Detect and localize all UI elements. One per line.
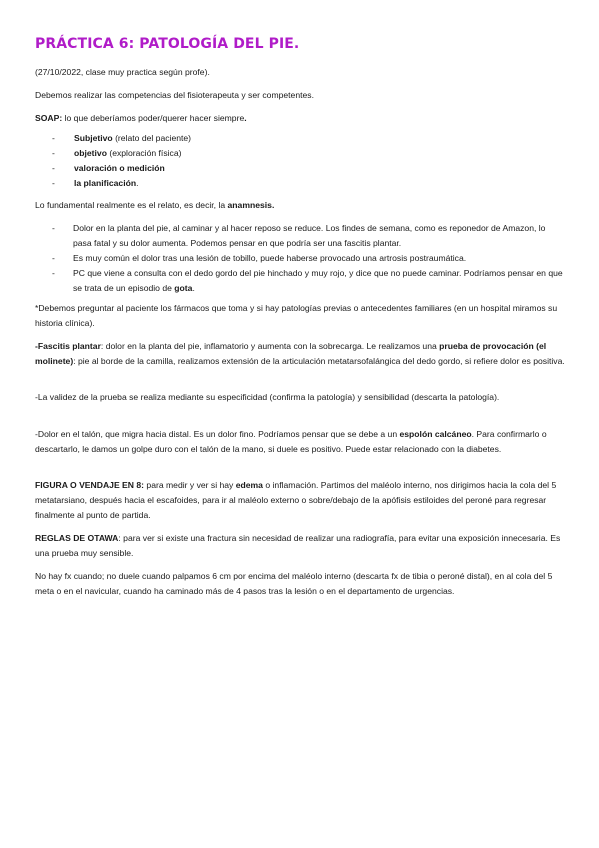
anamnesis-text: Lo fundamental realmente es el relato, es decir, la [35, 200, 228, 210]
talon-text-2: . Para confirmarlo o descartarlo, le damos un golpe duro con el talón de la mano, si duele es positivo. Puede estar relacionado con la diabetes. [35, 429, 547, 454]
figura-text: para medir y ver si hay [144, 480, 236, 490]
list-item [35, 221, 565, 251]
soap-item-text: (exploración física) [106, 148, 182, 158]
anamnesis-bold: anamnesis [227, 200, 272, 210]
case-bold: gota [174, 283, 193, 293]
soap-item-text: (relato del paciente) [112, 133, 192, 143]
dash-bullet: - [52, 163, 55, 173]
soap-label: SOAP: [35, 113, 63, 123]
dash-bullet: - [52, 268, 55, 278]
dash-bullet: - [52, 223, 55, 233]
soap-item-bold: la planificación [74, 178, 137, 188]
soap-item-bold: objetivo [74, 148, 107, 158]
date-line: (27/10/2022, clase muy practica según profe). [35, 67, 210, 77]
cases-list [35, 221, 565, 296]
anamnesis-end: . [271, 200, 275, 210]
soap-list [35, 131, 565, 191]
soap-item-bold: Subjetivo [74, 133, 113, 143]
no-fx-paragraph: No hay fx cuando; no duele cuando palpamos 6 cm por encima del maléolo interno (descarta fx de tibia o peroné distal), en al cola del 5 meta o en el navicular, cuando ha caminado más de 4 pasos tras la lesión o en el departamento de urgencias. [35, 571, 553, 596]
list-item [35, 176, 565, 191]
fascitis-title: Fascitis plantar [37, 341, 101, 351]
list-item [35, 146, 565, 161]
list-item [35, 161, 565, 176]
otawa-text: : para ver si existe una fractura sin necesidad de realizar una radiografía, para evitar una exposición innecesaria. Es una prueba muy sensible. [35, 533, 561, 558]
soap-text: lo que deberíamos poder/querer hacer siempre [62, 113, 245, 123]
figura-edema: edema [235, 480, 263, 490]
fascitis-lead: - [35, 341, 38, 351]
case-end: . [192, 283, 195, 293]
talon-bold: espolón calcáneo [399, 429, 472, 439]
page-title: PRÁCTICA 6: PATOLOGÍA DEL PIE. [35, 36, 300, 52]
soap-end: . [244, 113, 247, 123]
fascitis-text: : dolor en la planta del pie, inflamatorio y aumenta con la sobrecarga. Le realizamos una [100, 341, 440, 351]
intro-paragraph: Debemos realizar las competencias del fisioterapeuta y ser competentes. [35, 90, 314, 100]
list-item [35, 131, 565, 146]
dash-bullet: - [52, 178, 55, 188]
talon-text: -Dolor en el talón, que migra hacia distal. Es un dolor fino. Podríamos pensar que se debe a un [35, 429, 400, 439]
soap-item-text: . [136, 178, 139, 188]
fascitis-paragraph [35, 339, 565, 369]
list-item [35, 266, 565, 296]
figura-text-2: o inflamación. Partimos del maléolo interno, nos dirigimos hacia la cola del 5 metatarsiano, después hacia el escafoides, para ir al maléolo externo o sobre/debajo de la apófisis estiloides del peroné para regresar finalmente al punto de partida. [35, 480, 557, 520]
fascitis-text-2: : pie al borde de la camilla, realizamos extensión de la articulación metatarsofalángica del dedo gordo, si refiere dolor es positiva. [73, 356, 565, 366]
otawa-title: REGLAS DE OTAWA [35, 533, 119, 543]
dash-bullet: - [52, 148, 55, 158]
case-text: Es muy común el dolor tras una lesión de tobillo, puede haberse provocado una artrosis postraumática. [73, 253, 467, 263]
list-item [35, 251, 565, 266]
fascitis-test: prueba de provocación (el molinete) [35, 341, 547, 366]
dash-bullet: - [52, 253, 55, 263]
case-text: PC que viene a consulta con el dedo gordo del pie hinchado y muy rojo, y dice que no puede caminar. Podríamos pensar en que se trata de un episodio de [73, 268, 563, 293]
anamnesis-paragraph [35, 198, 565, 213]
talon-paragraph [35, 427, 565, 457]
validez-paragraph: -La validez de la prueba se realiza mediante su especificidad (confirma la patología) y sensibilidad (descarta la patología). [35, 392, 500, 402]
soap-paragraph [35, 111, 565, 126]
soap-item-bold: valoración o medición [74, 163, 165, 173]
figura-paragraph [35, 478, 565, 523]
dash-bullet: - [52, 133, 55, 143]
figura-title: FIGURA O VENDAJE EN 8: [35, 480, 145, 490]
note-paragraph: *Debemos preguntar al paciente los fármacos que toma y si hay patologías previas o antecedentes familiares (en un hospital miramos su historia clínica). [35, 303, 558, 328]
otawa-paragraph [35, 531, 565, 561]
case-text: Dolor en la planta del pie, al caminar y al hacer reposo se reduce. Los findes de semana, como es reponedor de Amazon, lo pasa fatal y su dolor aumenta. Podemos pensar en que podría ser una fascitis plantar. [73, 223, 546, 248]
